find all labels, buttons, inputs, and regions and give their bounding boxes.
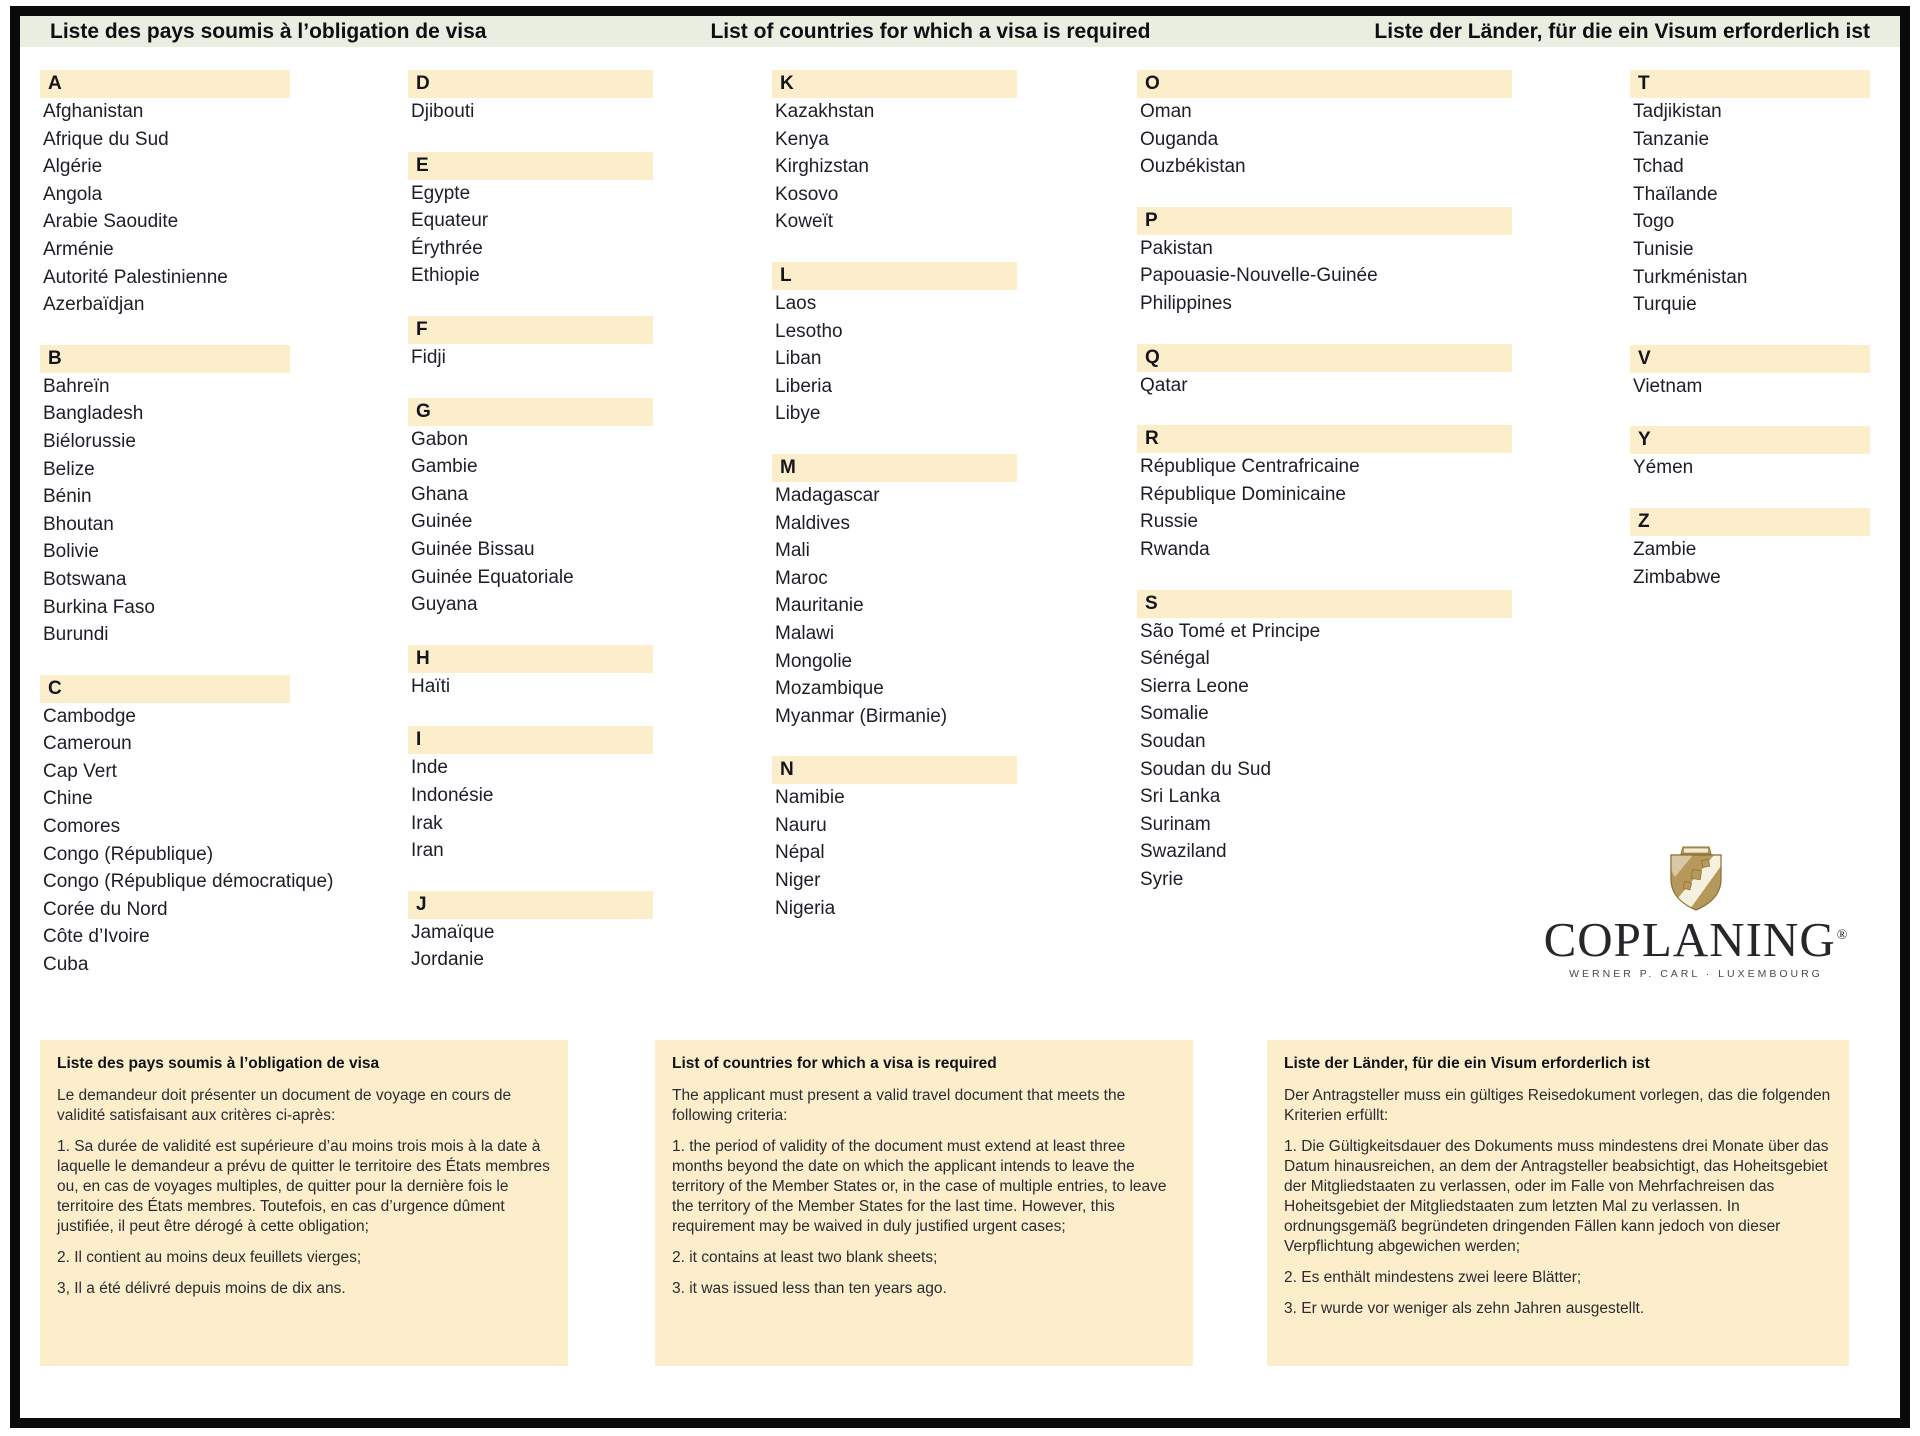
country-item: Philippines — [1140, 292, 1232, 314]
country-item: Soudan — [1140, 730, 1206, 752]
country-item: Botswana — [43, 568, 127, 590]
country-item: Burkina Faso — [43, 596, 155, 618]
page-title-en: List of countries for which a visa is required — [710, 19, 1151, 43]
letter-header-K: K — [772, 70, 1017, 98]
country-item: Zambie — [1633, 538, 1697, 560]
letter-header-M: M — [772, 454, 1017, 482]
letter-header-P: P — [1137, 207, 1512, 235]
country-item: Guinée Equatoriale — [411, 566, 574, 588]
letter-header-Y: Y — [1630, 426, 1870, 454]
letter-header-H: H — [408, 645, 653, 673]
country-item: Oman — [1140, 101, 1192, 122]
country-item: République Centrafricaine — [1140, 456, 1360, 478]
country-item: Mongolie — [775, 650, 853, 672]
note-paragraph: 2. Es enthält mindestens zwei leere Blätter; — [1284, 1269, 1582, 1286]
country-item: Arménie — [43, 238, 114, 260]
page-title-fr: Liste des pays soumis à l’obligation de visa — [50, 19, 487, 43]
country-item: Tunisie — [1633, 238, 1694, 260]
country-item: Madagascar — [775, 484, 880, 506]
country-item: Liberia — [775, 375, 833, 397]
country-item: Kazakhstan — [775, 101, 875, 122]
letter-header-L: L — [772, 262, 1017, 290]
country-item: Ouganda — [1140, 128, 1219, 150]
letter-header-Q: Q — [1137, 344, 1512, 372]
letter-header-D: D — [408, 70, 653, 98]
country-item: Equateur — [411, 210, 489, 232]
country-item: Arabie Saoudite — [43, 211, 179, 233]
note-paragraph: The applicant must present a valid travel document that meets the following criteria: — [672, 1087, 1126, 1124]
country-item: Kenya — [775, 128, 829, 150]
country-item: Gabon — [411, 428, 469, 450]
country-item: Surinam — [1140, 813, 1211, 835]
letter-header-A: A — [40, 70, 290, 98]
country-item: Turkménistan — [1633, 266, 1748, 288]
country-column-1 — [40, 70, 334, 979]
country-item: Nauru — [775, 814, 827, 836]
country-item: Syrie — [1140, 868, 1184, 890]
country-item: Russie — [1140, 511, 1199, 533]
country-item: Tchad — [1633, 156, 1684, 178]
note-box-fr — [40, 1040, 568, 1366]
note-title: Liste der Länder, für die ein Visum erforderlich ist — [1284, 1055, 1650, 1072]
country-item: Somalie — [1140, 703, 1209, 725]
note-paragraph: 3, Il a été délivré depuis moins de dix ans. — [57, 1280, 346, 1297]
letter-header-J: J — [408, 891, 653, 919]
country-item: Congo (République) — [43, 843, 214, 865]
country-column-2 — [408, 70, 653, 974]
country-item: Papouasie-Nouvelle-Guinée — [1140, 265, 1378, 287]
country-item: Niger — [775, 870, 821, 892]
country-item: Myanmar (Birmanie) — [775, 705, 948, 727]
country-item: Afrique du Sud — [43, 128, 169, 150]
country-item: Népal — [775, 842, 825, 864]
note-paragraph: 3. Er wurde vor weniger als zehn Jahren ausgestellt. — [1284, 1300, 1645, 1317]
country-item: Jamaïque — [411, 921, 495, 943]
country-item: Koweït — [775, 211, 834, 233]
country-item: Bahreïn — [43, 375, 110, 397]
country-item: Guinée — [411, 511, 473, 533]
country-item: Bangladesh — [43, 403, 144, 425]
country-item: Congo (République démocratique) — [43, 871, 334, 893]
country-item: Algérie — [43, 156, 103, 178]
country-item: Bhoutan — [43, 513, 114, 535]
country-item: Angola — [43, 183, 103, 205]
country-item: Libye — [775, 403, 821, 425]
country-item: Namibie — [775, 787, 845, 809]
country-item: Bolivie — [43, 541, 99, 563]
country-item: Swaziland — [1140, 841, 1227, 863]
letter-header-T: T — [1630, 70, 1870, 98]
country-item: Cambodge — [43, 705, 136, 727]
country-item: Irak — [411, 812, 443, 834]
note-paragraph: 2. Il contient au moins deux feuillets vierges; — [57, 1249, 362, 1266]
country-item: Indonésie — [411, 784, 494, 806]
note-title: List of countries for which a visa is required — [672, 1055, 997, 1072]
crest-shield-icon — [1667, 846, 1725, 912]
country-column-3 — [772, 70, 1017, 922]
country-item: Belize — [43, 458, 95, 480]
letter-header-E: E — [408, 152, 653, 180]
note-title: Liste des pays soumis à l’obligation de visa — [57, 1055, 380, 1072]
country-item: Qatar — [1140, 374, 1188, 396]
country-item: Nigeria — [775, 897, 836, 919]
brand-tagline: WERNER P. CARL · LUXEMBOURG — [1569, 968, 1823, 981]
country-column-4 — [1137, 70, 1512, 893]
country-item: Côte d’Ivoire — [43, 926, 150, 948]
letter-header-B: B — [40, 345, 290, 373]
note-box-en — [655, 1040, 1193, 1366]
note-paragraph: 1. Die Gültigkeitsdauer des Dokuments muss mindestens drei Monate über das Datum hinausreichen, an dem der Antragsteller beabsichtigt, das Hoheitsgebiet der Mitgliedstaaten zu verlassen, oder im Falle von Mehrfachreisen das Hoheitsgebiet der Mitgliedstaaten zum letzten Mal zu verlassen. In ordnungsgemäß begründeten dringenden Fällen kann jedoch von dieser Verpflichtung abgewichen werden; — [1284, 1138, 1829, 1255]
country-item: Chine — [43, 788, 93, 810]
country-item: Cameroun — [43, 733, 132, 755]
country-item: Liban — [775, 348, 822, 370]
country-item: Iran — [411, 840, 444, 862]
page-title-de: Liste der Länder, für die ein Visum erforderlich ist — [1374, 19, 1870, 43]
letter-header-S: S — [1137, 590, 1512, 618]
country-item: Mozambique — [775, 678, 884, 700]
note-paragraph: 2. it contains at least two blank sheets; — [672, 1249, 938, 1266]
country-item: Érythrée — [411, 237, 483, 259]
country-item: Guinée Bissau — [411, 538, 535, 560]
country-item: Ghana — [411, 483, 469, 505]
letter-header-G: G — [408, 398, 653, 426]
country-item: Ouzbékistan — [1140, 156, 1246, 178]
country-item: Egypte — [411, 182, 471, 204]
note-paragraph: 1. the period of validity of the document must extend at least three months beyond the date on which the applicant intends to leave the territory of the Member States or, in the case of multiple entries, to leave the territory of the Member States for the last time. However, this requirement may be waived in duly justified urgent cases; — [672, 1138, 1167, 1235]
letter-header-Z: Z — [1630, 508, 1870, 536]
country-item: Lesotho — [775, 320, 843, 342]
note-paragraph: 3. it was issued less than ten years ago. — [672, 1280, 947, 1297]
country-item: Sierra Leone — [1140, 675, 1249, 697]
country-item: Mali — [775, 540, 810, 562]
country-item: Maroc — [775, 567, 828, 589]
country-item: Comores — [43, 816, 121, 838]
note-paragraph: Der Antragsteller muss ein gültiges Reisedokument vorlegen, das die folgenden Kriterien erfüllt: — [1284, 1087, 1831, 1124]
country-item: Guyana — [411, 594, 478, 616]
country-item: Afghanistan — [43, 101, 144, 122]
country-item: Ethiopie — [411, 265, 480, 287]
country-item: Autorité Palestinienne — [43, 266, 228, 288]
country-item: Malawi — [775, 622, 835, 644]
country-item: Maldives — [775, 512, 850, 534]
country-item: Sri Lanka — [1140, 786, 1221, 808]
country-item: Pakistan — [1140, 237, 1213, 259]
country-item: Azerbaïdjan — [43, 294, 145, 316]
letter-header-N: N — [772, 756, 1017, 784]
country-item: Inde — [411, 757, 448, 779]
country-item: Soudan du Sud — [1140, 758, 1272, 780]
country-item: Zimbabwe — [1633, 566, 1721, 588]
country-item: République Dominicaine — [1140, 483, 1346, 505]
coplaning-logo — [1500, 846, 1892, 980]
country-item: Rwanda — [1140, 538, 1210, 560]
country-item: Tadjikistan — [1633, 101, 1722, 122]
country-item: Cap Vert — [43, 760, 117, 782]
country-item: Jordanie — [411, 949, 484, 971]
country-item: Fidji — [411, 346, 446, 368]
letter-header-C: C — [40, 675, 290, 703]
country-item: Burundi — [43, 624, 109, 646]
country-item: Djibouti — [411, 101, 475, 122]
country-item: Gambie — [411, 456, 478, 478]
letter-header-V: V — [1630, 345, 1870, 373]
country-item: Turquie — [1633, 294, 1697, 316]
country-item: Kirghizstan — [775, 156, 869, 178]
note-paragraph: Le demandeur doit présenter un document de voyage en cours de validité satisfaisant aux critères ci-après: — [57, 1087, 512, 1124]
country-item: Togo — [1633, 211, 1675, 233]
letter-header-R: R — [1137, 425, 1512, 453]
header-bar — [20, 16, 1900, 47]
country-item: Laos — [775, 292, 817, 314]
country-item: Cuba — [43, 954, 89, 976]
registered-mark: ® — [1836, 927, 1849, 943]
note-paragraph: 1. Sa durée de validité est supérieure d’au moins trois mois à la date à laquelle le demandeur a prévu de quitter le territoire des États membres ou, en cas de voyages multiples, de quitter pour la dernière fois le territoire des États membres. Toutefois, en cas d’urgence dûment justifiée, il peut être dérogé à cette obligation; — [57, 1138, 550, 1235]
country-item: Thaïlande — [1633, 183, 1718, 205]
country-item: Haïti — [411, 675, 451, 697]
letter-header-F: F — [408, 316, 653, 344]
country-item: Corée du Nord — [43, 898, 168, 920]
brand-name: COPLANING® — [1543, 912, 1849, 967]
letter-header-O: O — [1137, 70, 1512, 98]
letter-header-I: I — [408, 726, 653, 754]
country-item: Sénégal — [1140, 648, 1210, 670]
country-item: Biélorussie — [43, 430, 136, 452]
note-box-de — [1267, 1040, 1849, 1366]
country-item: Bénin — [43, 486, 92, 508]
country-item: São Tomé et Principe — [1140, 620, 1321, 642]
country-item: Vietnam — [1633, 375, 1703, 397]
country-item: Tanzanie — [1633, 128, 1710, 150]
country-column-5 — [1630, 70, 1870, 591]
country-item: Yémen — [1633, 457, 1694, 479]
country-item: Mauritanie — [775, 595, 864, 617]
country-item: Kosovo — [775, 183, 839, 205]
